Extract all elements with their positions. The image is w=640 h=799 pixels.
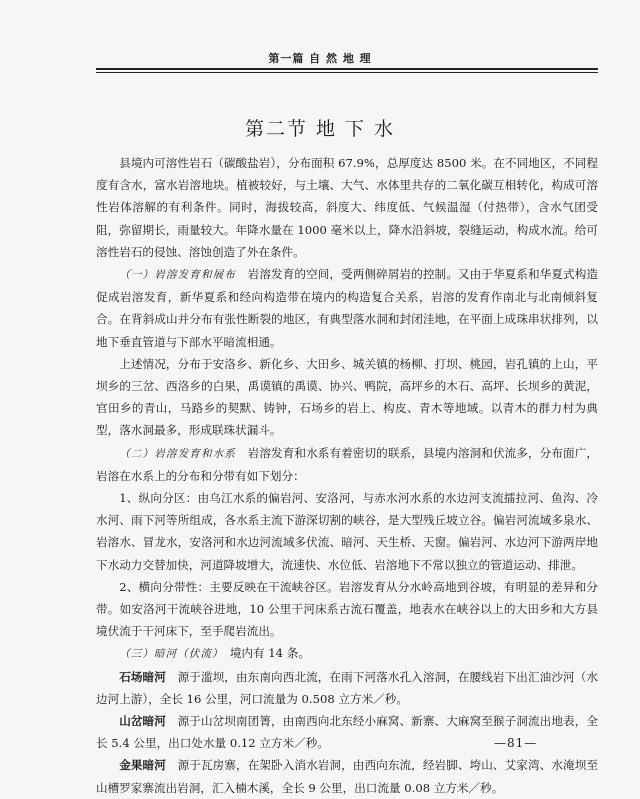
paragraph-underground-rivers xyxy=(96,642,598,665)
body-text xyxy=(96,152,598,799)
paragraph-distribution xyxy=(96,353,598,442)
paragraph-transverse-zones xyxy=(96,576,598,643)
paragraph-text: 2、横向分带性：主要反映在干流峡谷区。岩溶发育从分水岭高地到谷坡，有明显的差异和分带。如安洛河干流峡谷进地，10 公里干河床系古流石覆盖，地表水在峡谷以上的大田乡和大方县境伏流于干河床下，至手爬岩流出。 xyxy=(96,579,598,639)
river-name: 山岔暗河 xyxy=(119,714,166,729)
paragraph-text: 上述情况，分布于安洛乡、新化乡、大田乡、城关镇的杨柳、打坝、桃园，岩孔镇的上山，平坝乡的三岔、西洛乡的白果，禹谟镇的禹谟、协兴、鸭院，高坪乡的木石、高坪、长坝乡的黄泥，官田乡的青山，马路乡的契默、铸钟，石场乡的岩上、构皮、青木等地域。以青木的群力村为典型，落水洞最多，形成联珠状漏斗。 xyxy=(96,356,598,438)
paragraph-longitudinal-zones xyxy=(96,487,598,576)
paragraph-text: 境内有 14 条。 xyxy=(229,646,310,661)
paragraph-text: 县境内可溶性岩石（碳酸盐岩），分布面积 67.9%，总厚度达 8500 米。在不同地区，不同程度有含水，富水岩溶地块。植被较好，与土壤、大气、水体里共存的二氧化碳互相转化，构成可溶性岩体溶解的有利条件。同时，海拔较高，斜度大、纬度低、气候温湿（付热带），含水气团受阻，弥留期长，雨量较大。年降水量在 1000 毫米以上，降水沿斜坡，裂缝运动，构成水流。给可溶性岩石的侵蚀、溶蚀创造了外在条件。 xyxy=(96,156,598,259)
paragraph-text: 岩溶发育和水系有着密切的联系，县境内溶洞和伏流多，分布面广，岩溶在水系上的分布和分带有如下划分： xyxy=(96,445,598,483)
paragraph-water-system xyxy=(96,442,598,487)
page-number: —81— xyxy=(494,736,538,750)
header-rule-thin xyxy=(96,72,598,73)
paragraph-text: 源于瓦房寨，在架卧入消水岩洞，由西向东流，经岩脚、垮山、艾家湾、水淹坝至山槽罗家寨流出岩洞，汇入楠木溪，全长 9 公里，出口流量 0.08 立方米／秒。 xyxy=(96,758,598,795)
header-rule-thick xyxy=(96,68,598,70)
subsection-label: （二）岩溶发育和水系 xyxy=(119,447,236,460)
section-title: 第二节 地 下 水 xyxy=(244,118,396,140)
subsection-label: （三）暗河（伏流） xyxy=(119,648,219,661)
paragraph-shichang-river xyxy=(96,666,598,710)
river-name: 金果暗河 xyxy=(119,758,166,773)
river-name: 石场暗河 xyxy=(119,669,166,684)
paragraph-text: 1、纵向分区：由乌江水系的偏岩河、安洛河，与赤水河水系的水边河支流擂拉河、鱼沟、冷水河、雨下河等所组成，各水系主流下游深切割的峡谷，是大型残丘坡立谷。偏岩河流域多泉水、岩溶水、冒龙水，安洛河和水边河流域多伏流、暗河、天生桥、天窗。偏岩河、水边河下游两岸地下水动力交替加快，河道降坡增大，流速快、水位低、岩溶地下不常以独立的管道运动、排泄。 xyxy=(96,491,598,572)
paragraph-text: 源于滥坝，由东南向西北流，在雨下河落水孔入溶洞，在腰线岩下出汇油沙河（水边河上游），全长 16 公里，河口流量为 0.508 立方米／秒。 xyxy=(96,669,598,706)
paragraph-intro xyxy=(96,152,598,263)
paragraph-text: 源于山岔坝南团箐，由南西向北东经小麻窝、新寨、大麻窝至猴子洞流出地表，全长 5.4 公里，出口处水量 0.12 立方米／秒。 xyxy=(96,714,598,751)
running-header: 第一篇 自 然 地 理 xyxy=(268,52,372,65)
subsection-label: （一）岩溶发育和展布 xyxy=(119,269,236,282)
paragraph-karst-development xyxy=(96,263,598,353)
paragraph-jinguo-river xyxy=(96,754,598,798)
paragraph-text: 岩溶发育的空间，受两侧碎屑岩的控制。又由于华夏系和华夏式构造促成岩溶发育，新华夏系和经向构造带在境内的构造复合关系，岩溶的发育作南北与北南倾斜复合。在背斜成山并分布有张性断裂的地区，有典型落水洞和封闭洼地，在平面上成珠串状排列，以地下垂直管道与下部水平暗流相通。 xyxy=(96,267,598,349)
